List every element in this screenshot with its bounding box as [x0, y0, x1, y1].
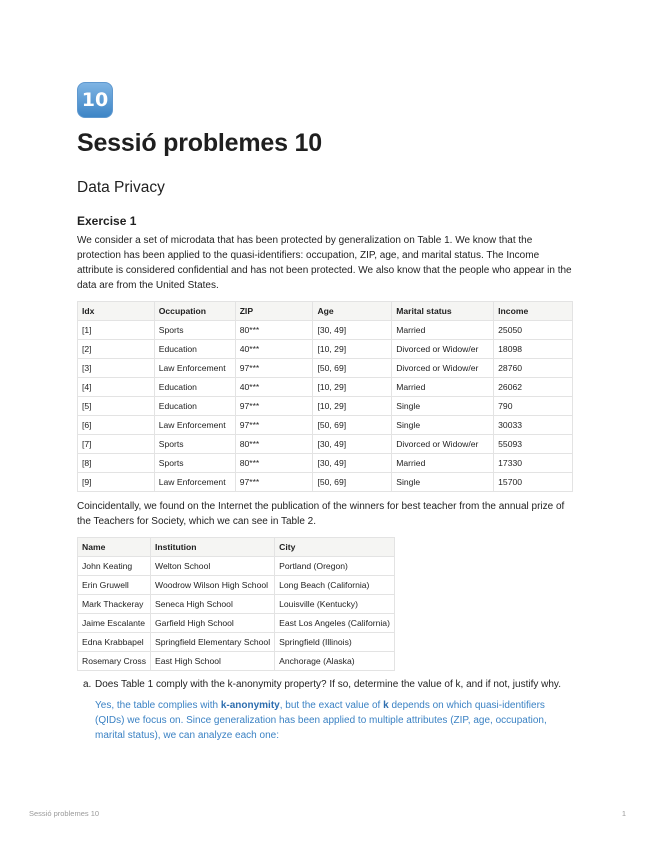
- table-cell: Single: [392, 397, 494, 416]
- table-cell: 80***: [235, 454, 313, 473]
- table-row: [78, 359, 573, 378]
- table-cell: 40***: [235, 378, 313, 397]
- table-row: [78, 595, 395, 614]
- table-cell: Education: [154, 397, 235, 416]
- document-page: [77, 82, 577, 743]
- table-cell: 97***: [235, 359, 313, 378]
- column-header: Institution: [151, 538, 275, 557]
- table-header-row: [78, 538, 395, 557]
- table-row: [78, 454, 573, 473]
- table-row: [78, 473, 573, 492]
- table-cell: 26062: [494, 378, 573, 397]
- table-cell: Springfield Elementary School: [151, 633, 275, 652]
- table-cell: Married: [392, 378, 494, 397]
- table-cell: [7]: [78, 435, 155, 454]
- table-cell: [1]: [78, 321, 155, 340]
- table-row: [78, 576, 395, 595]
- column-header: Occupation: [154, 302, 235, 321]
- table-cell: Law Enforcement: [154, 359, 235, 378]
- page-number: 1: [621, 809, 626, 818]
- table-cell: Law Enforcement: [154, 473, 235, 492]
- table-cell: 97***: [235, 416, 313, 435]
- table-row: [78, 652, 395, 671]
- table-2-teachers: [77, 537, 395, 671]
- table-cell: Sports: [154, 454, 235, 473]
- table-cell: 97***: [235, 397, 313, 416]
- table-cell: [50, 69]: [313, 473, 392, 492]
- question-text: Does Table 1 comply with the k-anonymity property? If so, determine the value of k, and if not, justify why.: [95, 679, 561, 690]
- table-cell: [10, 29]: [313, 397, 392, 416]
- table-cell: [4]: [78, 378, 155, 397]
- table-cell: 80***: [235, 435, 313, 454]
- table-cell: [30, 49]: [313, 321, 392, 340]
- table-cell: Seneca High School: [151, 595, 275, 614]
- table-cell: [9]: [78, 473, 155, 492]
- table-cell: [10, 29]: [313, 340, 392, 359]
- intro-paragraph: We consider a set of microdata that has been protected by generalization on Table 1. We know that the protection has been applied to the quasi-identifiers: occupation, ZIP, age, and marital status. The Income attribute is considered confidential and has not been protected. We also know that the people who appear in the data are from the United States.: [77, 235, 572, 291]
- table-row: [78, 557, 395, 576]
- table-cell: [5]: [78, 397, 155, 416]
- table-header-row: [78, 302, 573, 321]
- table-cell: Long Beach (California): [275, 576, 395, 595]
- exercise-heading: Exercise 1: [77, 214, 137, 228]
- column-header: Income: [494, 302, 573, 321]
- list-marker: a.: [83, 679, 92, 690]
- table-cell: [30, 49]: [313, 454, 392, 473]
- table-cell: 28760: [494, 359, 573, 378]
- table-cell: Sports: [154, 435, 235, 454]
- table-cell: [2]: [78, 340, 155, 359]
- table-cell: [50, 69]: [313, 416, 392, 435]
- column-header: City: [275, 538, 395, 557]
- table-cell: Divorced or Widow/er: [392, 359, 494, 378]
- table-cell: Erin Gruwell: [78, 576, 151, 595]
- table-cell: Louisville (Kentucky): [275, 595, 395, 614]
- table-cell: [10, 29]: [313, 378, 392, 397]
- table-cell: Married: [392, 321, 494, 340]
- table-cell: 17330: [494, 454, 573, 473]
- table-cell: East High School: [151, 652, 275, 671]
- column-header: Idx: [78, 302, 155, 321]
- answer-paragraph: [95, 698, 577, 743]
- table-cell: Edna Krabbapel: [78, 633, 151, 652]
- table-row: [78, 321, 573, 340]
- table-cell: Anchorage (Alaska): [275, 652, 395, 671]
- table-cell: Divorced or Widow/er: [392, 435, 494, 454]
- table-cell: 25050: [494, 321, 573, 340]
- table-row: [78, 378, 573, 397]
- column-header: Marital status: [392, 302, 494, 321]
- table-cell: 97***: [235, 473, 313, 492]
- table-cell: 30033: [494, 416, 573, 435]
- question-list: [77, 677, 577, 743]
- table-cell: Mark Thackeray: [78, 595, 151, 614]
- table-cell: Springfield (Illinois): [275, 633, 395, 652]
- table-row: [78, 614, 395, 633]
- table-cell: Divorced or Widow/er: [392, 340, 494, 359]
- table-row: [78, 397, 573, 416]
- table-cell: [50, 69]: [313, 359, 392, 378]
- keycap-ten-icon: 10: [77, 82, 113, 118]
- footer-title: Sessió problemes 10: [29, 809, 100, 818]
- table-cell: East Los Angeles (California): [275, 614, 395, 633]
- table-cell: [6]: [78, 416, 155, 435]
- table-cell: Portland (Oregon): [275, 557, 395, 576]
- table-1-microdata: [77, 301, 573, 492]
- table-cell: [30, 49]: [313, 435, 392, 454]
- table-cell: Jaime Escalante: [78, 614, 151, 633]
- column-header: Age: [313, 302, 392, 321]
- table-cell: 790: [494, 397, 573, 416]
- table-row: [78, 340, 573, 359]
- table-cell: John Keating: [78, 557, 151, 576]
- answer-bold-k-anonymity: k-anonymity: [220, 700, 280, 711]
- table-cell: [8]: [78, 454, 155, 473]
- table-row: [78, 416, 573, 435]
- table-cell: Garfield High School: [151, 614, 275, 633]
- table-cell: Education: [154, 340, 235, 359]
- page-title: Sessió problemes 10: [77, 129, 322, 157]
- table-cell: Married: [392, 454, 494, 473]
- table-cell: [3]: [78, 359, 155, 378]
- table-cell: Single: [392, 473, 494, 492]
- table-row: [78, 633, 395, 652]
- answer-text-2: , but the exact value of: [279, 700, 384, 711]
- table-cell: Rosemary Cross: [78, 652, 151, 671]
- table-row: [78, 435, 573, 454]
- table-cell: 18098: [494, 340, 573, 359]
- column-header: ZIP: [235, 302, 313, 321]
- table-cell: Woodrow Wilson High School: [151, 576, 275, 595]
- table-cell: Single: [392, 416, 494, 435]
- column-header: Name: [78, 538, 151, 557]
- question-item: [83, 677, 577, 692]
- between-paragraph: Coincidentally, we found on the Internet the publication of the winners for best teacher from the annual prize of the Teachers for Society, which we can see in Table 2.: [77, 501, 565, 527]
- section-heading: Data Privacy: [77, 179, 165, 196]
- table-cell: 15700: [494, 473, 573, 492]
- table-cell: Sports: [154, 321, 235, 340]
- table-cell: Law Enforcement: [154, 416, 235, 435]
- table-cell: 55093: [494, 435, 573, 454]
- table-cell: Education: [154, 378, 235, 397]
- answer-text-3: depends on which quasi-identifiers (QIDs) we focus on. Since generalization has been applied to multiple attributes (ZIP, age, occupation, marital status), we can analyze each one:: [95, 700, 547, 741]
- answer-bold-k: k: [383, 700, 389, 711]
- answer-text-1: Yes, the table complies with: [95, 700, 221, 711]
- table-cell: 40***: [235, 340, 313, 359]
- table-cell: Welton School: [151, 557, 275, 576]
- table-cell: 80***: [235, 321, 313, 340]
